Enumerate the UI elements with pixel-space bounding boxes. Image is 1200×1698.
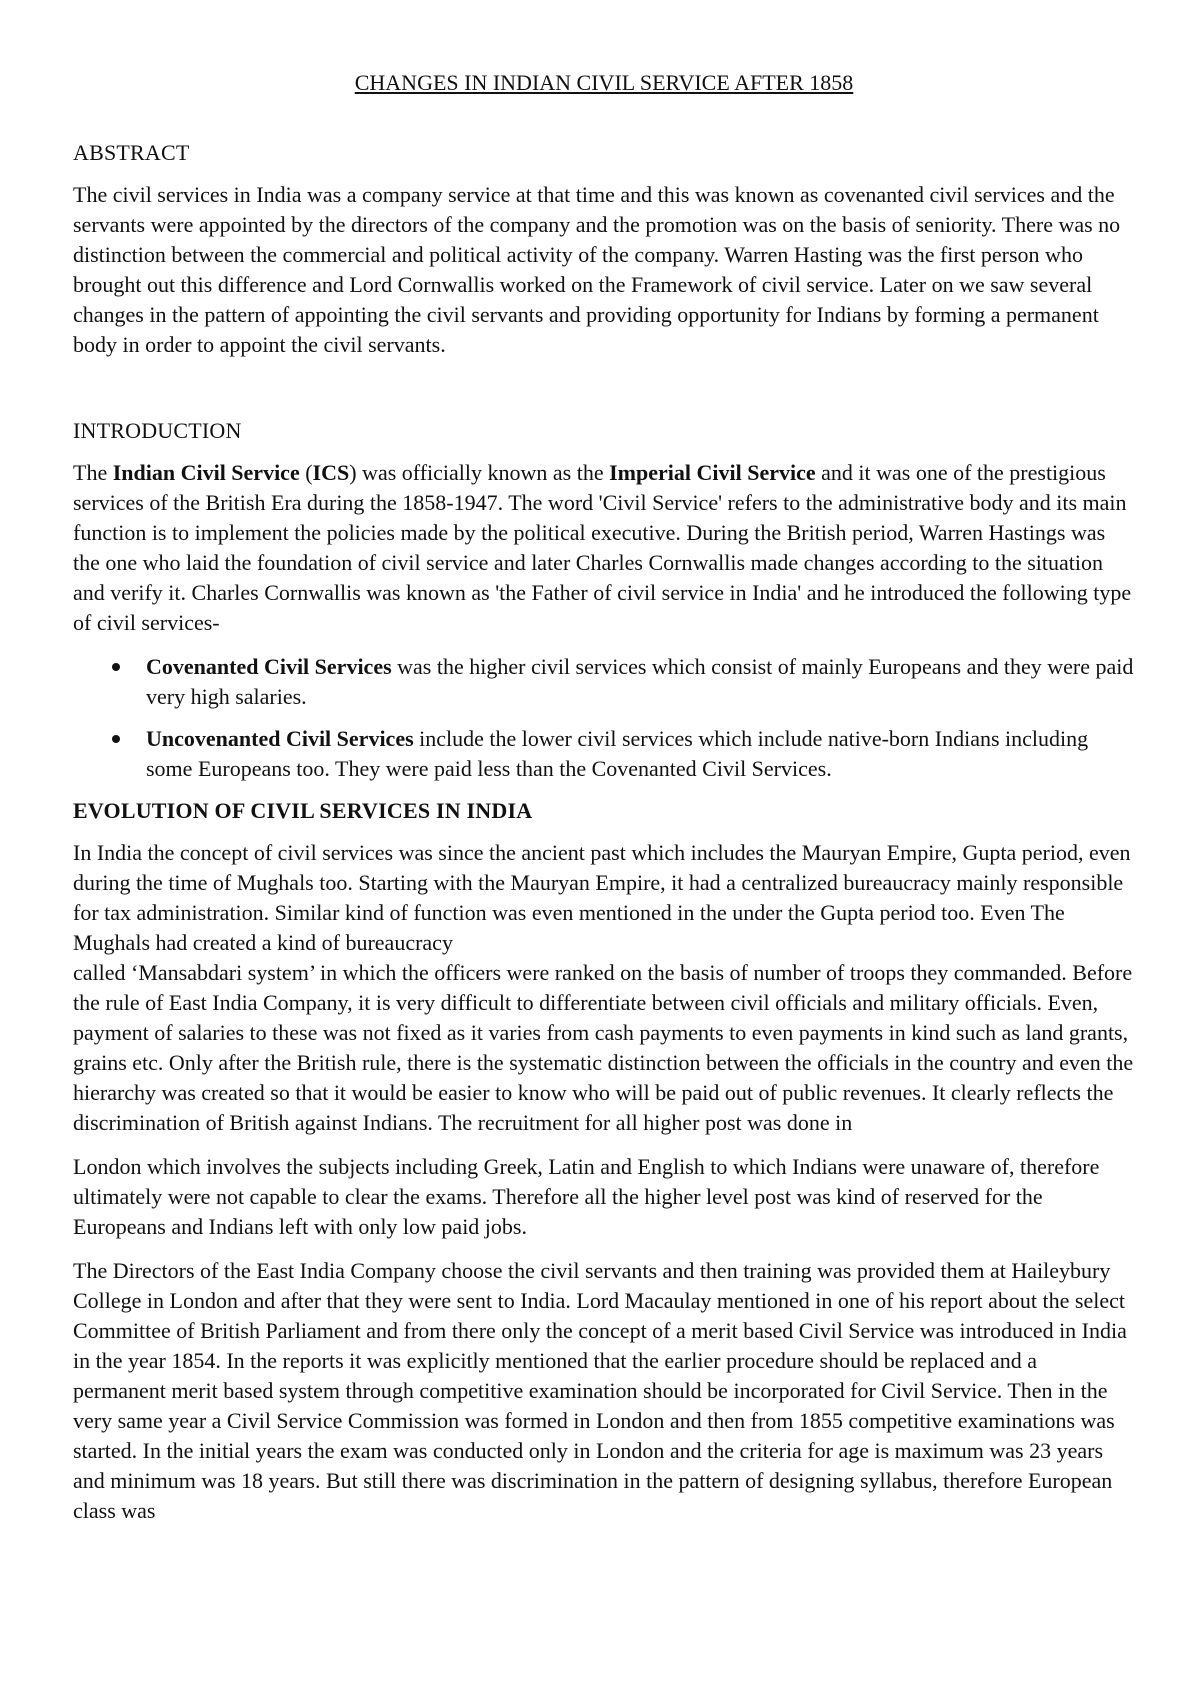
intro-bold-ics-full: Indian Civil Service bbox=[112, 460, 300, 485]
intro-text-1: The bbox=[73, 460, 113, 485]
document-page bbox=[73, 68, 1135, 1540]
evolution-paragraph-1 bbox=[73, 838, 1135, 1138]
list-item-text: was the higher civil services which consist of mainly Europeans and they were paid very high salaries. bbox=[146, 654, 1134, 709]
introduction-heading: INTRODUCTION bbox=[73, 418, 242, 443]
evolution-paragraph-1b: called ‘Mansabdari system’ in which the officers were ranked on the basis of number of troops they commanded. Before the rule of East India Company, it is very difficult to differentiate between civil officials and military officials. Even, payment of salaries to these was not fixed as it varies from cash payments to even payments in kind such as land grants, grains etc. Only after the British rule, there is the systematic distinction between the officials in the country and even the hierarchy was created so that it would be easier to know who will be paid out of public revenues. It clearly reflects the discrimination of British against Indians. The recruitment for all higher post was done in bbox=[73, 960, 1134, 1135]
evolution-paragraph-2: London which involves the subjects including Greek, Latin and English to which Indians were unaware of, therefore ultimately were not capable to clear the exams. Therefore all the higher level post was kind of reserved for the Europeans and Indians left with only low paid jobs. bbox=[73, 1154, 1100, 1239]
evolution-paragraph-3: The Directors of the East India Company choose the civil servants and then training was provided them at Haileybury College in London and after that they were sent to India. Lord Macaulay mentioned in one of his report about the select Committee of British Parliament and from there only the concept of a merit based Civil Service was introduced in India in the year 1854. In the reports it was explicitly mentioned that the earlier procedure should be replaced and a permanent merit based system through competitive examination should be incorporated for Civil Service. Then in the very same year a Civil Service Commission was formed in London and then from 1855 competitive examinations was started. In the initial years the exam was conducted only in London and the criteria for age is maximum was 23 years and minimum was 18 years. But still there was discrimination in the pattern of designing syllabus, therefore European class was bbox=[73, 1258, 1127, 1523]
document-title: CHANGES IN INDIAN CIVIL SERVICE AFTER 1858 bbox=[354, 70, 854, 95]
intro-bold-ics: ICS bbox=[312, 460, 350, 485]
list-item-term: Uncovenanted Civil Services bbox=[146, 726, 414, 751]
list-item-term: Covenanted Civil Services bbox=[146, 654, 392, 679]
intro-bold-imperial: Imperial Civil Service bbox=[609, 460, 816, 485]
evolution-paragraph-1a: In India the concept of civil services was since the ancient past which includes the Mauryan Empire, Gupta period, even during the time of Mughals too. Starting with the Mauryan Empire, it had a centralized bureaucracy mainly responsible for tax administration. Similar kind of function was even mentioned in the under the Gupta period too. Even The Mughals had created a kind of bureaucracy bbox=[73, 840, 1131, 955]
evolution-heading: EVOLUTION OF CIVIL SERVICES IN INDIA bbox=[73, 798, 533, 823]
intro-text-4: and it was one of the prestigious services of the British Era during the 1858-1947. The word 'Civil Service' refers to the administrative body and its main function is to implement the policies made by the political executive. During the British period, Warren Hastings was the one who laid the foundation of civil service and later Charles Cornwallis made changes according to the situation and verify it. Charles Cornwallis was known as 'the Father of civil service in India' and he introduced the following type of civil services- bbox=[73, 460, 1132, 635]
section-spacer bbox=[73, 374, 1135, 416]
list-item bbox=[73, 724, 1135, 784]
bullet-icon bbox=[112, 735, 120, 743]
bullet-icon bbox=[112, 663, 120, 671]
list-item-text: include the lower civil services which include native-born Indians including some Europeans too. They were paid less than the Covenanted Civil Services. bbox=[146, 726, 1089, 781]
civil-services-list bbox=[73, 652, 1135, 784]
list-item bbox=[73, 652, 1135, 712]
abstract-paragraph: The civil services in India was a company service at that time and this was known as covenanted civil services and the servants were appointed by the directors of the company and the promotion was on the basis of seniority. There was no distinction between the commercial and political activity of the company. Warren Hasting was the first person who brought out this difference and Lord Cornwallis worked on the Framework of civil service. Later on we saw several changes in the pattern of appointing the civil servants and providing opportunity for Indians by forming a permanent body in order to appoint the civil servants. bbox=[73, 182, 1121, 357]
introduction-paragraph bbox=[73, 458, 1135, 638]
intro-text-2: ( bbox=[299, 460, 313, 485]
abstract-heading: ABSTRACT bbox=[73, 140, 190, 165]
intro-text-3: ) was officially known as the bbox=[349, 460, 610, 485]
